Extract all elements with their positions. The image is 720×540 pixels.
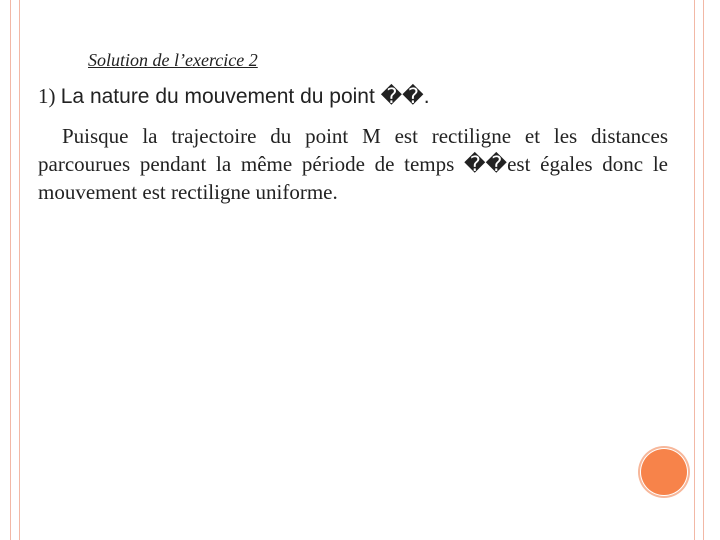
left-decorative-frame xyxy=(10,0,20,540)
orange-circle-decoration xyxy=(641,449,687,495)
question-line xyxy=(38,84,430,109)
question-text: La nature du mouvement du point ��. xyxy=(60,85,430,108)
question-number: 1) xyxy=(38,84,56,108)
right-decorative-frame xyxy=(694,0,704,540)
solution-heading: Solution de l’exercice 2 xyxy=(88,50,258,70)
answer-paragraph: Puisque la trajectoire du point M est rectiligne et les distances parcourues pendant la même période de temps ��est égales donc le mouvement est rectiligne uniforme. xyxy=(38,124,668,204)
